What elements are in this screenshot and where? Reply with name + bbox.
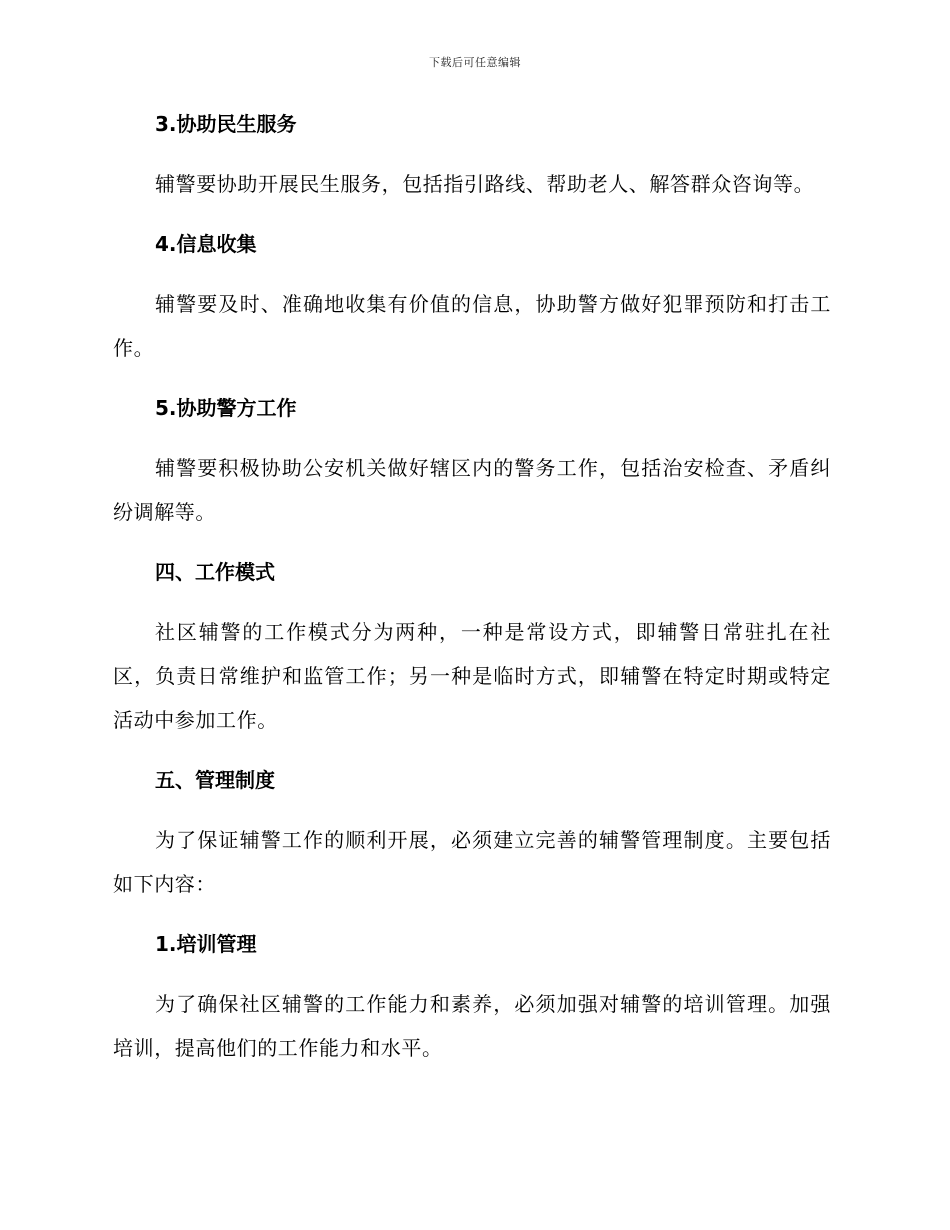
section-heading-assist-police: 5.协助警方工作 — [155, 396, 297, 420]
paragraph-information: 辅警要及时、准确地收集有价值的信息，协助警方做好犯罪预防和打击工作。 — [113, 292, 831, 360]
paragraph-service: 辅警要协助开展民生服务，包括指引路线、帮助老人、解答群众咨询等。 — [155, 172, 815, 196]
section-heading-service: 3.协助民生服务 — [155, 112, 297, 136]
paragraph-work-mode: 社区辅警的工作模式分为两种，一种是常设方式，即辅警日常驻扎在社区，负责日常维护和监管工作；另一种是临时方式，即辅警在特定时期或特定活动中参加工作。 — [113, 620, 831, 732]
page-header-note: 下载后可任意编辑 — [429, 56, 521, 69]
paragraph-training: 为了确保社区辅警的工作能力和素养，必须加强对辅警的培训管理。加强培训，提高他们的工作能力和水平。 — [113, 992, 831, 1060]
paragraph-assist-police: 辅警要积极协助公安机关做好辖区内的警务工作，包括治安检查、矛盾纠纷调解等。 — [113, 456, 831, 524]
document-body — [113, 108, 831, 1092]
section-heading-work-mode: 四、工作模式 — [155, 560, 275, 584]
section-heading-training: 1.培训管理 — [155, 932, 257, 956]
section-heading-information: 4.信息收集 — [155, 232, 257, 256]
paragraph-management: 为了保证辅警工作的顺利开展，必须建立完善的辅警管理制度。主要包括如下内容： — [113, 828, 831, 896]
section-heading-management: 五、管理制度 — [155, 768, 275, 792]
